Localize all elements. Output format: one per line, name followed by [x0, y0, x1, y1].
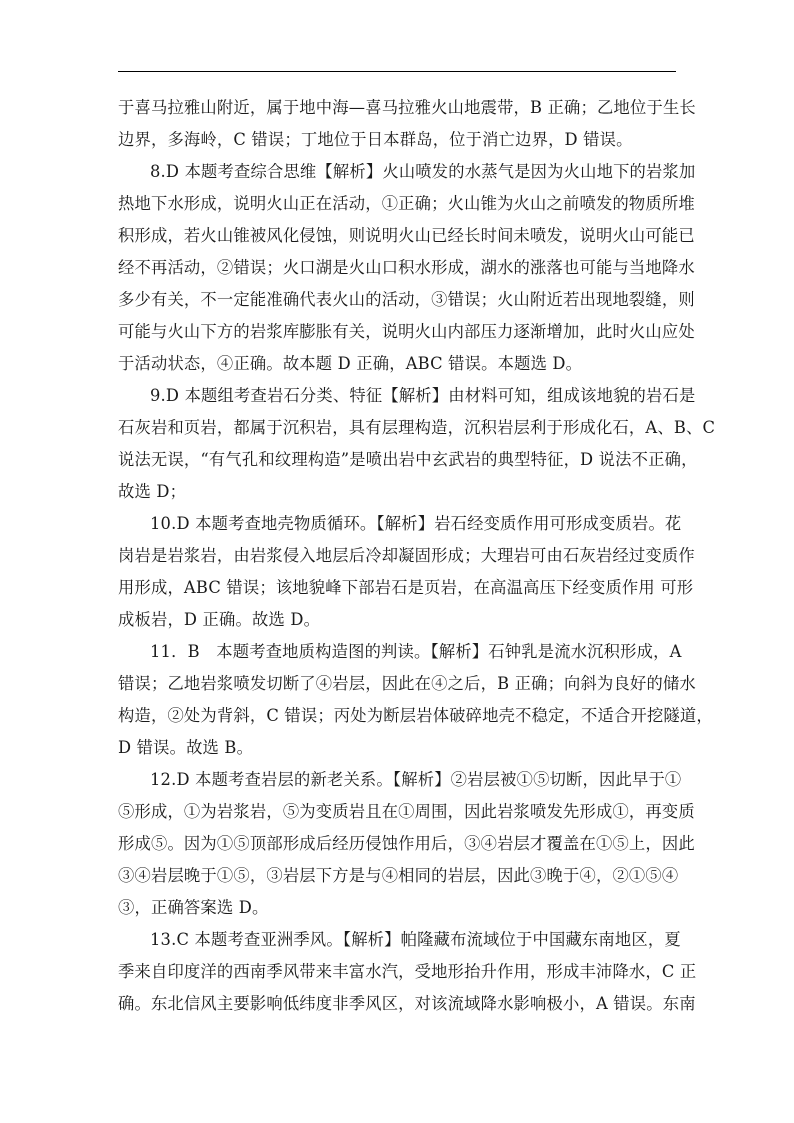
- text-line: 11．B 本题考查地质构造图的判读。【解析】石钟乳是流水沉积形成，A: [150, 642, 682, 661]
- text-line: 13.C 本题考查亚洲季风。【解析】帕隆藏布流域位于中国藏东南地区，夏: [150, 930, 681, 949]
- text-line: 热地下水形成，说明火山正在活动，①正确；火山锥为火山之前喷发的物质所堆: [118, 194, 695, 213]
- text-line: 多少有关，不一定能准确代表火山的活动，③错误；火山附近若出现地裂缝，则: [118, 290, 695, 309]
- text-line: 故选 D；: [118, 482, 187, 501]
- text-line: 说法无误，“有气孔和纹理构造”是喷出岩中玄武岩的典型特征，D 说法不正确，: [118, 450, 698, 469]
- text-line: 于活动状态，④正确。故本题 D 正确，ABC 错误。本题选 D。: [118, 354, 583, 373]
- text-line: ③④岩层晚于①⑤，③岩层下方是与④相同的岩层，因此③晚于④，②①⑤④: [118, 866, 679, 885]
- text-line: 确。东北信风主要影响低纬度非季风区，对该流域降水影响极小，A 错误。东南: [118, 994, 696, 1013]
- text-line: 8.D 本题考查综合思维【解析】火山喷发的水蒸气是因为火山地下的岩浆加: [150, 162, 696, 181]
- text-line: 于喜马拉雅山附近，属于地中海—喜马拉雅火山地震带，B 正确；乙地位于生长: [118, 98, 696, 117]
- text-line: 成板岩，D 正确。故选 D。: [118, 610, 321, 629]
- text-line: 经不再活动，②错误；火口湖是火山口积水形成，湖水的涨落也可能与当地降水: [118, 258, 695, 277]
- header-rule: [118, 71, 676, 72]
- text-line: D 错误。故选 B。: [118, 738, 254, 757]
- text-line: 岗岩是岩浆岩，由岩浆侵入地层后冷却凝固形成；大理岩可由石灰岩经过变质作: [118, 546, 695, 565]
- text-line: 构造，②处为背斜，C 错误；丙处为断层岩体破碎地壳不稳定，不适合开挖隧道，: [118, 706, 713, 725]
- text-line: 季来自印度洋的西南季风带来丰富水汽，受地形抬升作用，形成丰沛降水，C 正: [118, 962, 697, 981]
- text-line: 形成⑤。因为①⑤顶部形成后经历侵蚀作用后，③④岩层才覆盖在①⑤上，因此: [118, 834, 695, 853]
- answer-text: [118, 92, 716, 1020]
- text-line: 10.D 本题考查地壳物质循环。【解析】岩石经变质作用可形成变质岩。花: [150, 514, 682, 533]
- text-line: 可能与火山下方的岩浆库膨胀有关，说明火山内部压力逐渐增加，此时火山应处: [118, 322, 695, 341]
- text-line: 积形成，若火山锥被风化侵蚀，则说明火山已经长时间未喷发，说明火山可能已: [118, 226, 695, 245]
- text-line: ③，正确答案选 D。: [118, 898, 269, 917]
- text-line: 12.D 本题考查岩层的新老关系。【解析】②岩层被①⑤切断，因此早于①: [150, 770, 682, 789]
- text-line: 9.D 本题组考查岩石分类、特征【解析】由材料可知，组成该地貌的岩石是: [150, 386, 696, 405]
- text-line: 石灰岩和页岩，都属于沉积岩，具有层理构造，沉积岩层利于形成化石，A、B、C: [118, 418, 716, 437]
- text-line: 错误；乙地岩浆喷发切断了④岩层，因此在④之后，B 正确；向斜为良好的储水: [118, 674, 696, 693]
- text-line: 边界，多海岭，C 错误；丁地位于日本群岛，位于消亡边界，D 错误。: [118, 130, 633, 149]
- text-line: 用形成，ABC 错误；该地貌峰下部岩石是页岩，在高温高压下经变质作用 可形: [118, 578, 694, 597]
- text-line: ⑤形成，①为岩浆岩，⑤为变质岩且在①周围，因此岩浆喷发先形成①，再变质: [118, 802, 695, 821]
